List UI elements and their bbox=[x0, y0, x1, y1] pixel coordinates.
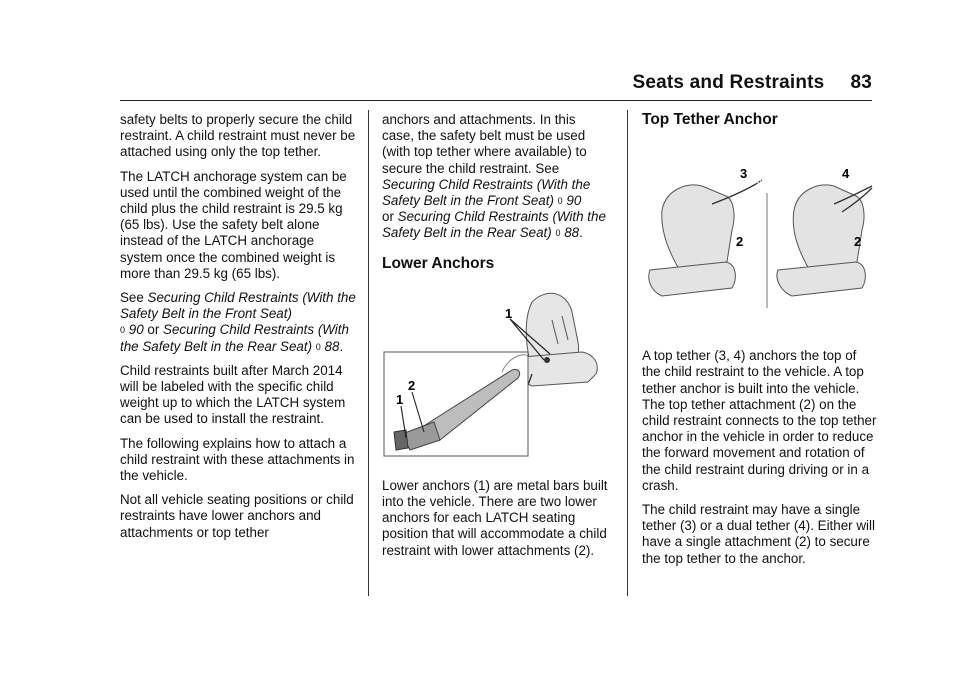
page-ref-number[interactable]: 90 bbox=[128, 322, 144, 338]
anchor-marker bbox=[544, 357, 550, 363]
cross-reference-link[interactable]: Securing Child Restraints (With the Safety Belt in the Rear Seat) bbox=[382, 209, 606, 241]
page-ref-icon: 0 bbox=[557, 196, 563, 207]
header-rule bbox=[120, 100, 872, 101]
figure-caption: Lower anchors (1) are metal bars built into the vehicle. There are two lower anchors for each LATCH seating position that will accommodate a child restraint with lower attachments (2). bbox=[382, 477, 608, 558]
column-divider bbox=[368, 110, 369, 596]
section-title: Seats and Restraints bbox=[632, 72, 825, 93]
column-divider bbox=[627, 110, 628, 596]
text: . bbox=[339, 338, 344, 354]
paragraph-see-refs bbox=[120, 290, 356, 355]
paragraph: Not all vehicle seating positions or child restraints have lower anchors and attachments or top tether bbox=[120, 492, 354, 540]
section-heading: Lower Anchors bbox=[382, 254, 495, 272]
figure-label: 1 bbox=[396, 391, 404, 407]
top-tether-illustration bbox=[642, 138, 878, 348]
figure-label: 2 bbox=[854, 234, 862, 250]
section-heading: Top Tether Anchor bbox=[642, 111, 778, 128]
page-ref-icon: 0 bbox=[555, 228, 561, 239]
page-ref-number[interactable]: 88 bbox=[564, 225, 580, 241]
figure-label: 1 bbox=[505, 305, 513, 321]
paragraph: The child restraint may have a single tether (3) or a dual tether (4). Either will have a single attachment (2) to secure the top tether to the anchor. bbox=[642, 502, 875, 566]
paragraph: The LATCH anchorage system can be used until the combined weight of the child plus the child restraint is 29.5 kg (65 lbs). Use the safety belt alone instead of the LATCH anchorage system once the combined weight is more than 29.5 kg (65 lbs). bbox=[120, 168, 347, 281]
text: See bbox=[120, 290, 148, 306]
page-header bbox=[632, 72, 872, 94]
cross-reference-link[interactable]: Securing Child Restraints (With the Safety Belt in the Front Seat) bbox=[120, 290, 356, 322]
figure-label: 4 bbox=[842, 166, 850, 182]
page-ref-icon: 0 bbox=[315, 341, 321, 352]
vehicle-seat-icon bbox=[520, 293, 598, 386]
text: or bbox=[143, 322, 164, 338]
page-ref-number[interactable]: 90 bbox=[566, 193, 582, 209]
page-number: 83 bbox=[850, 72, 872, 93]
cross-reference-link[interactable]: Securing Child Restraints (With the Safety Belt in the Front Seat) bbox=[382, 176, 591, 209]
figure-label: 2 bbox=[736, 234, 744, 250]
paragraph-see-refs bbox=[382, 112, 608, 242]
paragraph: A top tether (3, 4) anchors the top of the child restraint to the vehicle. A top tether anchor is built into the vehicle. The top tether attachment (2) on the child restraint connects to the top tether anchor in the vehicle in order to reduce the forward movement and rotation of the child restraint during driving or in a crash. bbox=[642, 348, 877, 493]
dual-tether-seat-icon bbox=[777, 185, 865, 296]
column-3 bbox=[642, 112, 878, 575]
paragraph: safety belts to properly secure the child restraint. A child restraint must never be attached using only the top tether. bbox=[120, 112, 356, 160]
column-2 bbox=[382, 112, 608, 567]
figure-label: 3 bbox=[740, 166, 748, 182]
paragraph: The following explains how to attach a child restraint with these attachments in the vehicle. bbox=[120, 435, 355, 484]
column-1 bbox=[120, 112, 356, 549]
single-tether-seat-icon bbox=[649, 185, 736, 296]
figure-label: 2 bbox=[408, 377, 416, 393]
page-ref-icon: 0 bbox=[120, 325, 126, 336]
page-ref-number[interactable]: 88 bbox=[324, 338, 340, 354]
text: . bbox=[579, 225, 583, 241]
text: anchors and attachments. In this case, the safety belt must be used (with top tether where available) to secure the child restraint. See bbox=[382, 112, 587, 176]
text: or bbox=[382, 209, 398, 225]
cross-reference-link[interactable]: Securing Child Restraints (With the Safety Belt in the Rear Seat) bbox=[120, 322, 349, 354]
lower-anchors-illustration bbox=[382, 282, 608, 472]
paragraph: Child restraints built after March 2014 will be labeled with the specific child weight up to which the LATCH system can be used to install the restraint. bbox=[120, 362, 346, 427]
